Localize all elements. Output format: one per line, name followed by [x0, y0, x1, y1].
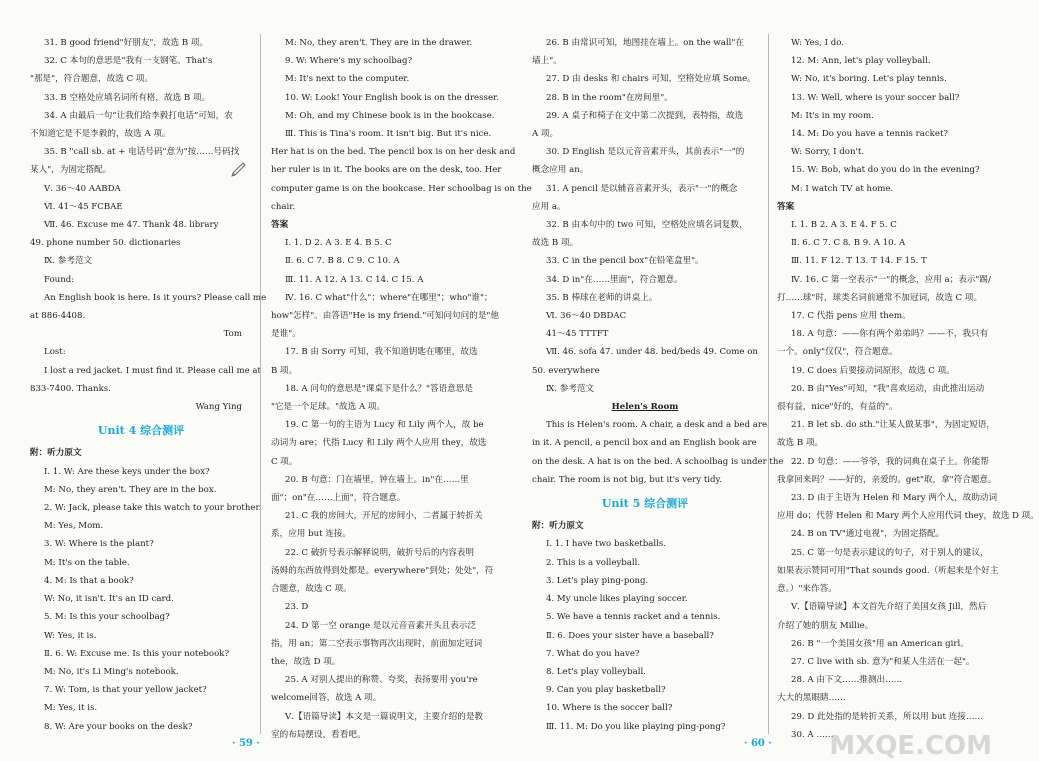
text-line: 20. B 句意：门在墙里，钟在墙上。in"在……里 [285, 474, 469, 485]
text-line: 12. M: Ann, let's play volleyball. [791, 56, 931, 67]
text-line: 24. D 第一空 orange 是以元音音素开头且表示泛 [285, 620, 476, 631]
text-line: Ⅱ. 6. C 7. C 8. B 9. A 10. A [791, 238, 906, 249]
text-line: 18. A 问句的意思是"课桌下是什么？"答语意思是 [285, 383, 473, 394]
text-line: 31. A pencil 是以辅音音素开头，表示"一"的概念 [546, 183, 738, 194]
text-line: "它是一个足球。"故选 A 项。 [271, 402, 386, 413]
text-line: 35. B 棒球在老师的讲桌上。 [546, 292, 658, 303]
text-line: 10. Where is the soccer ball? [546, 703, 673, 714]
text-line: 意。）"来作答。 [777, 584, 837, 595]
text-line: 7. W: Tom, is that your yellow jacket? [44, 685, 207, 696]
text-line: 应用 do；代替 Helen 和 Mary 两个人应用代词 they，故选 D 项。 [777, 511, 1039, 522]
column-2 [260, 34, 532, 740]
text-line: 30. D English 是以元音音素开头，其前表示"一"的 [546, 147, 745, 158]
text-line: 34. D in"在……里面"，符合题意。 [546, 274, 683, 285]
text-line: 我拿回来吗？——好的，亲爱的。get"取，拿"符合题意。 [777, 474, 997, 485]
text-line: 21. B let sb. do sth."让某人做某事"，为固定短语， [791, 420, 996, 431]
text-line: 动词为 are；代指 Lucy 和 Lily 两个人应用 they，故选 [271, 438, 487, 449]
text-line: Tom [223, 329, 242, 340]
text-line: how"怎样"。由答语"He is my friend."可知问句问的是"他 [271, 311, 499, 322]
text-line: 很有益，nice"好的，有益的"。 [777, 402, 898, 413]
text-line: B 项。 [271, 365, 298, 376]
text-line: 概念应用 an。 [532, 165, 589, 176]
text-line: 30. A …… [791, 729, 834, 740]
text-line: 33. B 空格处应填名词所有格，故选 B 项。 [44, 92, 211, 103]
text-line: This is Helen's room. A chair, a desk and a bed are [546, 420, 768, 431]
text-line: Ⅱ. 6. Does your sister have a baseball? [546, 630, 714, 641]
text-line: 35. B "call sb. at + 电话号码"意为"按……号码找 [44, 147, 240, 158]
text-line: 49. phone number 50. dictionaries [30, 238, 181, 249]
text-line: 29. D 此处指的是转折关系，所以用 but 连接…… [791, 711, 984, 722]
text-line: 24. B on TV"通过电视"，为固定搭配。 [791, 529, 945, 540]
text-line: 50. everywhere [532, 365, 600, 376]
text-line: 9. W: Where's my schoolbag? [285, 56, 413, 67]
text-line: 如果表示赞同可用"That sounds good.（听起来是个好主 [777, 565, 999, 576]
text-line: Ⅰ. 1. B 2. A 3. E 4. F 5. C [791, 220, 897, 231]
text-line: 32. B 由本句中的 two 可知，空格处应填名词复数， [546, 220, 748, 231]
unit-4-heading: Unit 4 综合测评 [97, 424, 185, 438]
text-line: 面"；on"在……上面"，符合题意。 [271, 493, 406, 504]
text-line: 22. D 句意：——爷爷，我的词典在桌子上。你能帮 [791, 456, 989, 467]
text-line: 20. B 由"Yes"可知，"我"喜欢运动，由此推出运动 [791, 383, 985, 394]
text-line: Ⅴ. 36～40 AABDA [44, 183, 121, 194]
text-line: 4. M: Is that a book? [44, 575, 134, 586]
text-line: her ruler is in it. The books are on the desk, too. Her [271, 165, 502, 176]
text-line: 一个。only"仅仅"，符合题意。 [777, 347, 898, 358]
text-line: at 886-4408. [30, 311, 86, 322]
text-line: Ⅳ. 16. C 第一空表示"一"的概念，应用 a；表示"踢/ [791, 274, 991, 285]
text-line: Ⅸ. 参考范文 [44, 256, 93, 267]
text-line: 介绍了她的朋友 Millie。 [777, 620, 874, 631]
text-line: W: No, it's boring. Let's play tennis. [791, 74, 947, 85]
text-line: 23. D 由于主语为 Helen 和 Mary 两个人，故助动词 [791, 493, 998, 504]
text-line: Ⅲ. 11. F 12. T 13. T 14. F 15. T [791, 256, 927, 267]
text-line: Found: [44, 274, 75, 285]
text-line: 答案 [777, 201, 795, 212]
text-line: 9. Can you play basketball? [546, 685, 666, 696]
text-line: 19. C 第一句的主语为 Lucy 和 Lily 两个人，故 be [285, 420, 484, 431]
text-line: 应用 a。 [532, 201, 566, 212]
text-line: 27. C live with sb. 意为"和某人生活在一起"。 [791, 656, 975, 667]
essay-title: Helen's Room [611, 402, 679, 413]
text-line: 系，应用 but 连接。 [271, 529, 352, 540]
column-3 [532, 34, 784, 734]
text-line: 27. D 由 desks 和 chairs 可知，空格处应填 Some。 [546, 74, 756, 85]
text-line: 25. A 对别人提出的称赞、夸奖，表扬要用 you're [285, 675, 478, 686]
text-line: M: No, it's Li Ming's notebook. [44, 666, 179, 677]
text-line: W: No, it isn't. It's an ID card. [44, 594, 174, 605]
text-line: M: No, they aren't. They are in the drawer. [285, 38, 473, 48]
pencil-icon [230, 158, 248, 176]
text-line: W: Sorry, I don't. [791, 147, 865, 158]
text-line: 25. C 第一句是表示建议的句子，对于别人的建议， [791, 547, 989, 558]
column-4 [768, 34, 1039, 740]
text-line: Ⅵ. 36～40 DBDAC [546, 311, 627, 322]
text-line: 指，用 an；第二空表示事物再次出现时，前面加定冠词 [271, 638, 483, 649]
text-line: Her hat is on the bed. The pencil box is on her desk and [271, 147, 516, 158]
text-line: 附：听力原文 [532, 521, 584, 532]
text-line: 31. B good friend"好朋友"，故选 B 项。 [44, 38, 209, 48]
text-line: Ⅴ.【语篇导读】本文是一篇说明文，主要介绍的是教 [285, 711, 484, 722]
text-line: A 项。 [532, 129, 559, 140]
text-line: 室的布局摆设，看看吧。 [271, 729, 366, 740]
text-line: Ⅰ. 1. D 2. A 3. E 4. B 5. C [285, 238, 392, 249]
text-line: 10. W: Look! Your English book is on the dresser. [285, 92, 499, 103]
text-line: W: Yes, it is. [44, 630, 97, 641]
text-line: 4. My uncle likes playing soccer. [546, 594, 688, 605]
text-line: M: No, they aren't. They are in the box. [44, 484, 217, 495]
text-line: Ⅶ. 46. sofa 47. under 48. bed/beds 49. Come on [546, 347, 758, 358]
text-line: in it. A pencil, a pencil box and an English book are [532, 438, 757, 449]
text-line: C 项。 [271, 456, 298, 467]
text-line: chair. The room is not big, but it's very tidy. [532, 474, 722, 485]
text-line: welcome回答，故选 A 项。 [271, 693, 382, 704]
text-line: 32. C 本句的意思是“我有一支钢笔。That's [44, 56, 213, 67]
text-line: M: It's next to the computer. [285, 74, 410, 85]
text-line: I lost a red jacket. I must find it. Please call me at [44, 365, 261, 376]
text-line: Ⅴ.【语篇导读】本文首先介绍了美国女孩 Jill，然后 [791, 602, 987, 613]
text-line: 打……球"时，球类名词前通常不加冠词，故选 C 项。 [777, 292, 983, 303]
text-line: 3. Let's play ping-pong. [546, 575, 649, 586]
text-line: M: I watch TV at home. [791, 183, 894, 194]
text-line: Ⅱ. 6. W: Excuse me. Is this your notebook? [44, 648, 230, 659]
text-line: 28. B in the room"在房间里"。 [546, 92, 673, 103]
text-line: Ⅶ. 46. Excuse me 47. Thank 48. library [44, 220, 219, 231]
text-line: 答案 [271, 220, 289, 231]
text-line: Ⅰ. 1. W: Are these keys under the box? [44, 466, 210, 477]
text-line: Wang Ying [195, 402, 242, 413]
text-line: An English book is here. Is it yours? Please call me [44, 292, 267, 303]
text-line: on the desk. A hat is on the bed. A schoolbag is under the [532, 456, 784, 467]
text-line: Ⅰ. 1. I have two basketballs. [546, 539, 667, 550]
text-line: M: Oh, and my Chinese book is in the bookcase. [285, 110, 495, 121]
text-line: 某人"，为固定搭配。 [30, 165, 112, 176]
text-line: 故选 B 项。 [777, 438, 824, 449]
text-line: 15. W: Bob, what do you do in the evening? [791, 165, 980, 176]
text-line: 大大的黑眼睛…… [777, 693, 846, 704]
text-line: 17. B 由 Sorry 可知，我不知道钥匙在哪里，故选 [285, 347, 478, 358]
text-line: Ⅳ. 16. C what"什么"；where"在哪里"；who"谁"； [285, 292, 493, 303]
text-line: 29. A 桌子和椅子在文中第二次提到，表特指，故选 [546, 110, 744, 121]
text-line: 18. A 句意：——你有两个弟弟吗？——不，我只有 [791, 329, 989, 340]
text-line: 21. C 我的房间大，开尼的房间小，二者属于转折关 [285, 511, 483, 522]
text-line: 8. W: Are your books on the desk? [44, 721, 193, 732]
column-1 [30, 34, 267, 734]
text-line: 17. C 代指 pens 应用 them。 [791, 311, 911, 322]
text-line: 不知道它是不是李毅的，故选 A 项。 [30, 129, 171, 140]
text-line: 3. W: Where is the plant? [44, 539, 154, 550]
text-line: 22. C 破折号表示解释说明，破折号后的内容表明 [285, 547, 474, 558]
text-line: Ⅵ. 41～45 FCBAE [44, 201, 123, 212]
text-line: 合题意，故选 C 项。 [271, 584, 352, 595]
text-line: Ⅱ. 6. C 7. B 8. C 9. C 10. A [285, 256, 400, 267]
text-line: 14. M: Do you have a tennis racket? [791, 129, 948, 140]
text-line: 23. D [285, 602, 309, 613]
text-line: the，故选 D 项。 [271, 656, 341, 667]
text-line: M: Yes, Mom. [44, 521, 104, 532]
text-line: 2. This is a volleyball. [546, 557, 641, 568]
text-line: 附：听力原文 [30, 448, 82, 459]
text-line: M: Yes, it is. [44, 703, 98, 714]
page-number-right: · 60 · [744, 738, 772, 749]
text-line: 13. W: Well, where is your soccer ball? [791, 92, 960, 103]
text-line: Ⅲ. 11. M: Do you like playing ping-pong? [546, 721, 726, 732]
text-line: 19. C does 后要接动词原形，故选 C 项。 [791, 365, 955, 376]
text-line: 汤姆的东西放得到处都是。everywhere"到处；处处"，符 [271, 565, 494, 576]
text-line: 26. B 由常识可知，地图挂在墙上。on the wall"在 [546, 38, 744, 48]
text-line: 833-7400. Thanks. [30, 383, 111, 394]
text-line: "那是"，符合题意，故选 C 项。 [30, 74, 154, 85]
text-line: 2. W: Jack, please take this watch to your brother. [44, 503, 262, 514]
text-line: 8. Let's play volleyball. [546, 666, 646, 677]
text-line: 34. A 由最后一句“让我们给李毅打电话”可知，农 [44, 110, 233, 121]
text-line: 7. What do you have? [546, 648, 640, 659]
text-line: 是谁"。 [271, 329, 301, 340]
text-line: Ⅸ. 参考范文 [546, 383, 595, 394]
text-line: Ⅲ. This is Tina's room. It isn't big. But it's nice. [285, 129, 492, 140]
text-line: 故选 B 项。 [532, 238, 579, 249]
text-line: 26. B "一个美国女孩"用 an American girl。 [791, 638, 969, 649]
page-number-left: · 59 · [232, 738, 260, 749]
text-line: Lost: [44, 347, 66, 358]
text-line: Ⅲ. 11. A 12. A 13. C 14. C 15. A [285, 274, 424, 285]
text-line: 33. C in the pencil box"在铅笔盒里"。 [546, 256, 704, 267]
unit-5-heading: Unit 5 综合测评 [601, 497, 689, 511]
watermark: MXQE.COM [829, 730, 992, 761]
text-line: 5. M: Is this your schoolbag? [44, 612, 170, 623]
text-line: W: Yes, I do. [791, 38, 844, 48]
text-line: 41～45 TTTFT [546, 329, 609, 340]
text-line: computer game is on the bookcase. Her schoolbag is on the [271, 183, 532, 194]
text-line: 墙上"。 [532, 56, 562, 67]
text-line: chair. [271, 201, 296, 212]
text-line: 28. A 由下文……推测出…… [791, 675, 903, 686]
text-line: 5. We have a tennis racket and a tennis. [546, 612, 721, 623]
text-line: M: It's on the table. [44, 557, 130, 568]
text-line: M: It's in my room. [791, 110, 874, 121]
